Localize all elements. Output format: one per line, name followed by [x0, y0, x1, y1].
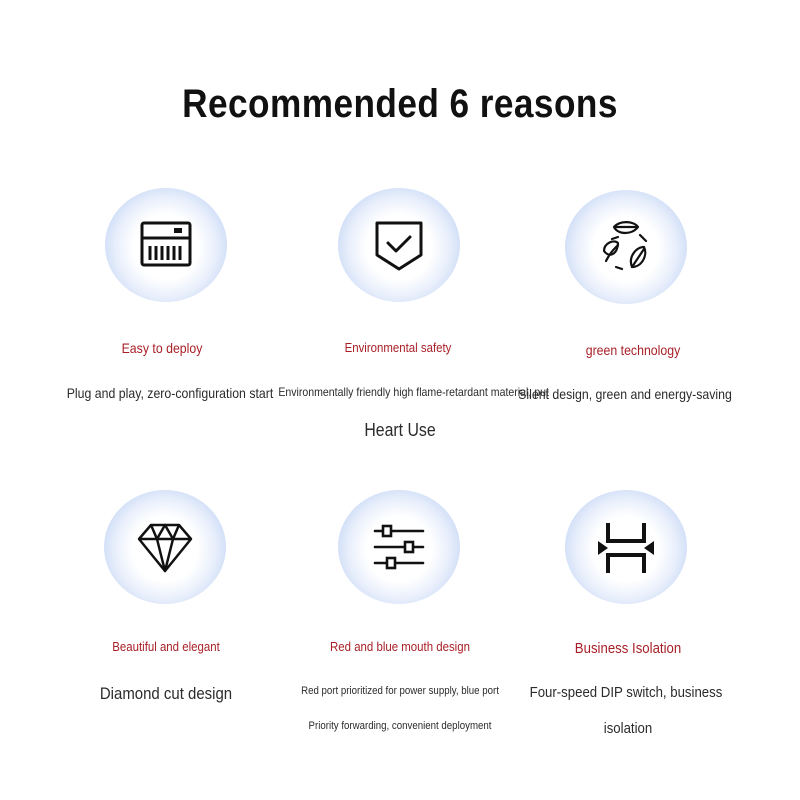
feature-desc: Silent design, green and energy-saving [518, 386, 732, 402]
server-icon [136, 215, 196, 275]
feature-desc: Environmentally friendly high flame-retardant material, put [278, 385, 549, 399]
feature-label: Environmental safety [344, 340, 452, 355]
isolation-icon [596, 517, 656, 577]
feature-desc: Priority forwarding, convenient deployment [308, 720, 492, 732]
feature-easy-deploy-bubble [105, 188, 227, 302]
diamond-icon [135, 517, 195, 577]
sliders-icon [369, 517, 429, 577]
feature-business-isolation-bubble [565, 490, 687, 604]
feature-desc: Diamond cut design [99, 684, 233, 703]
feature-desc: Four-speed DIP switch, business [529, 684, 723, 701]
leaves-icon [596, 217, 656, 277]
feature-desc: Plug and play, zero-configuration start [66, 385, 274, 401]
feature-desc: isolation [603, 720, 653, 737]
feature-label: Business Isolation [574, 640, 682, 657]
page-title: Recommended 6 reasons [182, 82, 618, 126]
feature-label: Red and blue mouth design [330, 639, 470, 654]
feature-environmental-safety-bubble [338, 188, 460, 302]
feature-desc: Red port prioritized for power supply, blue port [301, 685, 499, 697]
shield-check-icon [369, 215, 429, 275]
feature-label: Beautiful and elegant [112, 639, 220, 654]
feature-desc: Heart Use [364, 420, 436, 440]
feature-label: green technology [585, 342, 681, 358]
feature-green-technology-bubble [565, 190, 687, 304]
feature-red-blue-port-bubble [338, 490, 460, 604]
feature-beautiful-elegant-bubble [104, 490, 226, 604]
feature-label: Easy to deploy [121, 340, 203, 356]
